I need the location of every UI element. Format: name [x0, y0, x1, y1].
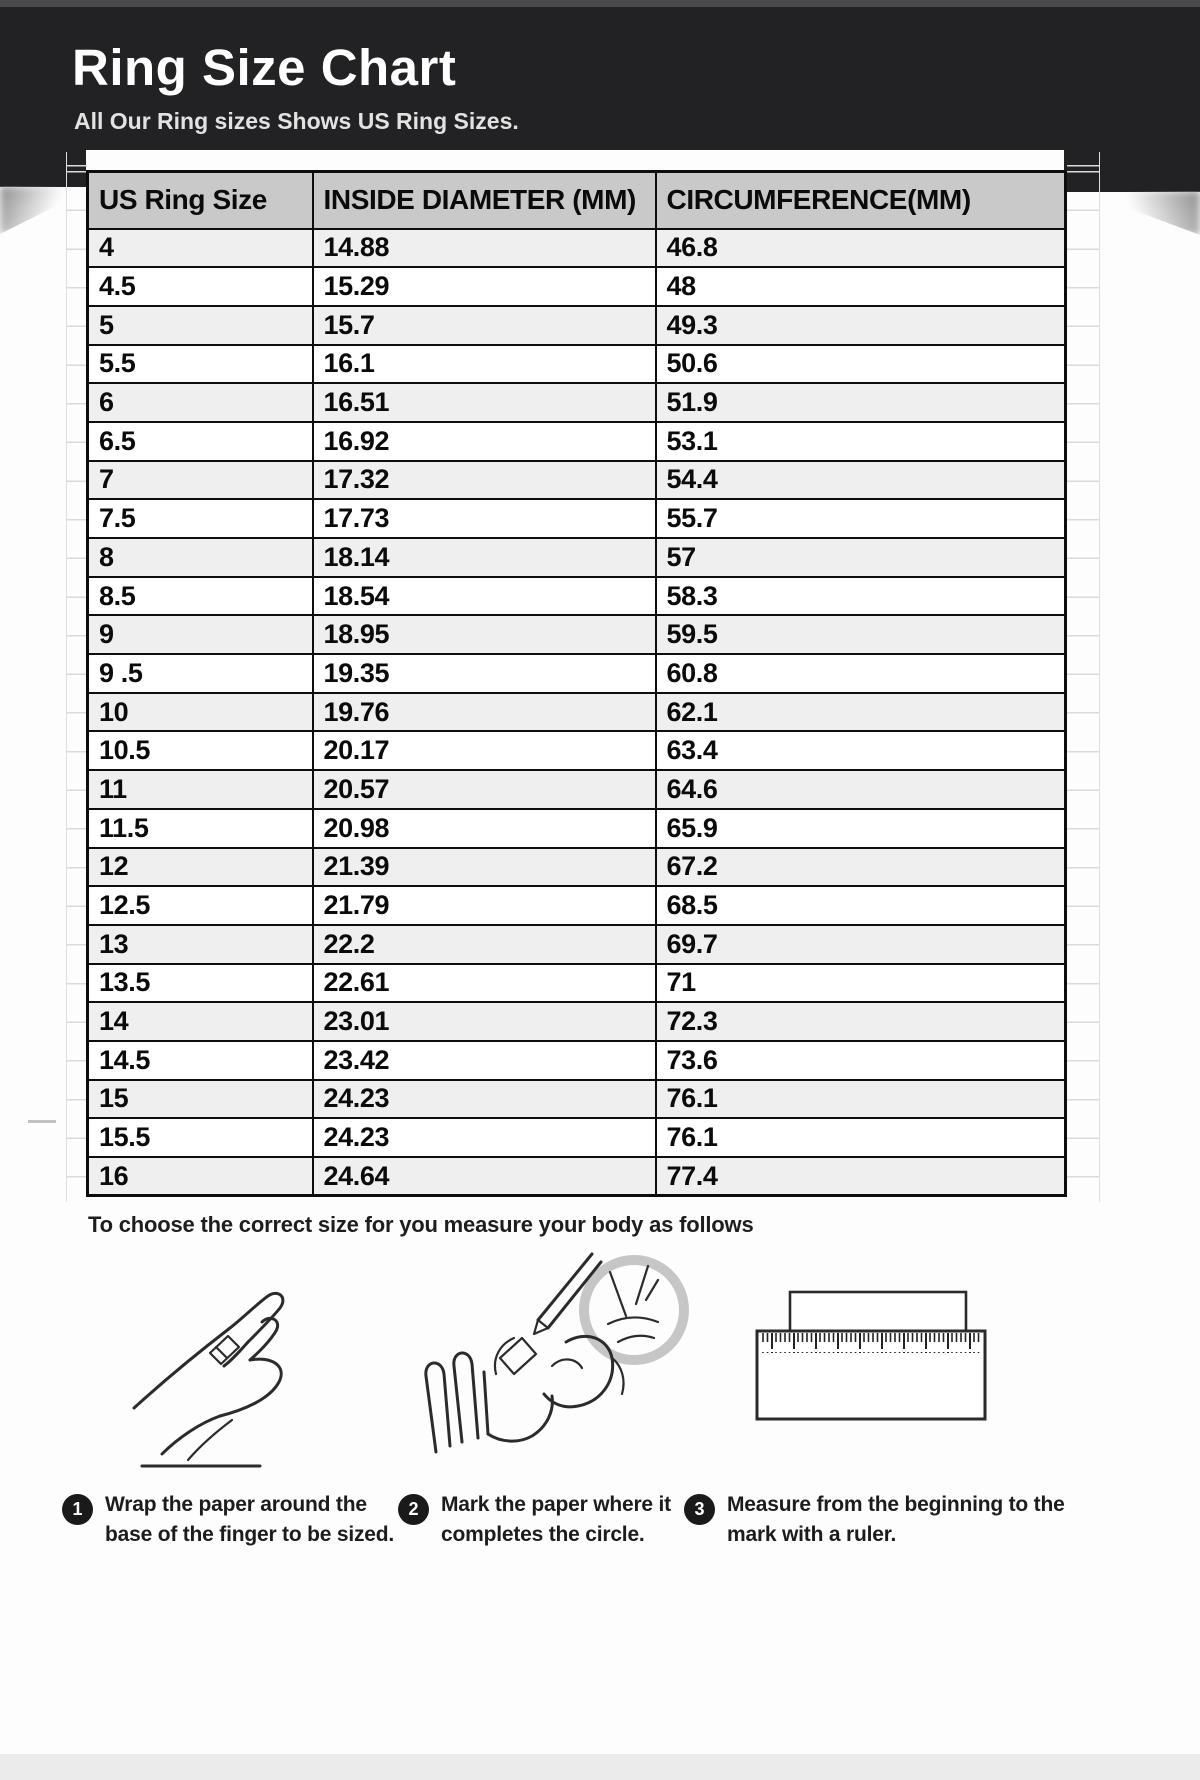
table-cell: 73.6	[656, 1041, 1066, 1080]
table-cell: 20.57	[313, 770, 656, 809]
table-cell: 46.8	[656, 229, 1066, 268]
table-cell: 7	[88, 461, 313, 500]
table-row	[88, 577, 1066, 616]
step-3-number-badge: 3	[684, 1494, 715, 1525]
table-row	[88, 345, 1066, 384]
table-cell: 14	[88, 1002, 313, 1041]
wrap-paper-hand-illustration	[112, 1270, 332, 1475]
table-row	[88, 422, 1066, 461]
table-row	[88, 731, 1066, 770]
table-cell: 15.7	[313, 306, 656, 345]
table-cell: 15.29	[313, 267, 656, 306]
table-cell: 60.8	[656, 654, 1066, 693]
table-cell: 55.7	[656, 499, 1066, 538]
table-cell: 58.3	[656, 577, 1066, 616]
page-title: Ring Size Chart	[72, 39, 457, 96]
table-cell: 14.88	[313, 229, 656, 268]
table-cell: 48	[656, 267, 1066, 306]
spreadsheet-gridlines-left	[66, 152, 87, 1202]
table-cell: 71	[656, 964, 1066, 1003]
table-cell: 11	[88, 770, 313, 809]
step-1-text: Wrap the paper around the base of the finger to be sized.	[105, 1493, 395, 1546]
table-cell: 65.9	[656, 809, 1066, 848]
step-2	[398, 1490, 703, 1550]
table-cell: 16.92	[313, 422, 656, 461]
table-cell: 62.1	[656, 693, 1066, 732]
table-cell: 64.6	[656, 770, 1066, 809]
table-cell: 8	[88, 538, 313, 577]
page-subtitle: All Our Ring sizes Shows US Ring Sizes.	[74, 108, 519, 134]
table-cell: 13.5	[88, 964, 313, 1003]
table-cell: 23.01	[313, 1002, 656, 1041]
table-cell: 5	[88, 306, 313, 345]
table-row	[88, 925, 1066, 964]
table-cell: 19.35	[313, 654, 656, 693]
measure-instruction-heading: To choose the correct size for you measure your body as follows	[88, 1212, 754, 1237]
table-cell: 16.1	[313, 345, 656, 384]
table-cell: 72.3	[656, 1002, 1066, 1041]
table-cell: 67.2	[656, 848, 1066, 887]
header-banner	[0, 0, 1200, 150]
table-cell: 51.9	[656, 383, 1066, 422]
table-cell: 16.51	[313, 383, 656, 422]
table-cell: 15.5	[88, 1118, 313, 1157]
table-cell: 12	[88, 848, 313, 887]
size-table-body	[88, 229, 1066, 1196]
table-cell: 10.5	[88, 731, 313, 770]
table-row	[88, 499, 1066, 538]
mark-paper-hands-illustration	[396, 1246, 696, 1478]
table-row	[88, 770, 1066, 809]
table-cell: 21.79	[313, 886, 656, 925]
table-cell: 23.42	[313, 1041, 656, 1080]
table-row	[88, 461, 1066, 500]
table-cell: 10	[88, 693, 313, 732]
step-1	[62, 1490, 397, 1550]
table-cell: 20.17	[313, 731, 656, 770]
spreadsheet-gridlines-right	[1067, 152, 1100, 1202]
ring-size-table	[86, 170, 1067, 1197]
table-cell: 18.54	[313, 577, 656, 616]
column-header: CIRCUMFERENCE(MM)	[656, 172, 1066, 229]
table-cell: 53.1	[656, 422, 1066, 461]
table-cell: 21.39	[313, 848, 656, 887]
table-cell: 63.4	[656, 731, 1066, 770]
table-cell: 76.1	[656, 1080, 1066, 1119]
column-header: US Ring Size	[88, 172, 313, 229]
table-row	[88, 654, 1066, 693]
table-cell: 16	[88, 1157, 313, 1196]
table-row	[88, 615, 1066, 654]
table-row	[88, 267, 1066, 306]
table-cell: 5.5	[88, 345, 313, 384]
table-cell: 77.4	[656, 1157, 1066, 1196]
table-row	[88, 383, 1066, 422]
table-cell: 68.5	[656, 886, 1066, 925]
table-cell: 24.64	[313, 1157, 656, 1196]
table-row	[88, 306, 1066, 345]
table-cell: 13	[88, 925, 313, 964]
table-cell: 7.5	[88, 499, 313, 538]
table-cell: 24.23	[313, 1118, 656, 1157]
step-1-number-badge: 1	[62, 1494, 93, 1525]
table-row	[88, 693, 1066, 732]
table-cell: 17.32	[313, 461, 656, 500]
table-row	[88, 1080, 1066, 1119]
table-cell: 50.6	[656, 345, 1066, 384]
table-cell: 14.5	[88, 1041, 313, 1080]
table-cell: 22.2	[313, 925, 656, 964]
table-cell: 9 .5	[88, 654, 313, 693]
table-row	[88, 964, 1066, 1003]
table-row	[88, 809, 1066, 848]
table-cell: 76.1	[656, 1118, 1066, 1157]
table-cell: 6.5	[88, 422, 313, 461]
banner-top-edge	[0, 0, 1200, 7]
table-cell: 18.14	[313, 538, 656, 577]
table-row	[88, 1157, 1066, 1196]
table-row	[88, 848, 1066, 887]
gridline-artifact	[28, 1120, 56, 1123]
table-cell: 59.5	[656, 615, 1066, 654]
table-cell: 20.98	[313, 809, 656, 848]
table-row	[88, 1002, 1066, 1041]
table-cell: 11.5	[88, 809, 313, 848]
table-row	[88, 886, 1066, 925]
table-cell: 4.5	[88, 267, 313, 306]
table-cell: 24.23	[313, 1080, 656, 1119]
step-3-text: Measure from the beginning to the mark with a ruler.	[727, 1493, 1065, 1546]
footer-strip	[0, 1754, 1200, 1780]
table-cell: 49.3	[656, 306, 1066, 345]
table-row	[88, 538, 1066, 577]
table-cell: 22.61	[313, 964, 656, 1003]
table-header-row	[88, 172, 1066, 229]
table-cell: 9	[88, 615, 313, 654]
table-row	[88, 229, 1066, 268]
table-cell: 4	[88, 229, 313, 268]
step-2-number-badge: 2	[398, 1494, 429, 1525]
table-cell: 12.5	[88, 886, 313, 925]
table-cell: 54.4	[656, 461, 1066, 500]
table-cell: 57	[656, 538, 1066, 577]
table-cell: 15	[88, 1080, 313, 1119]
ruler-measure-illustration	[752, 1286, 992, 1426]
table-cell: 6	[88, 383, 313, 422]
table-cell: 19.76	[313, 693, 656, 732]
step-3	[684, 1490, 1072, 1550]
table-row	[88, 1041, 1066, 1080]
table-cell: 69.7	[656, 925, 1066, 964]
table-cell: 17.73	[313, 499, 656, 538]
table-cell: 8.5	[88, 577, 313, 616]
column-header: INSIDE DIAMETER (MM)	[313, 172, 656, 229]
step-2-text: Mark the paper where it completes the circle.	[441, 1493, 671, 1546]
table-row	[88, 1118, 1066, 1157]
table-cell: 18.95	[313, 615, 656, 654]
